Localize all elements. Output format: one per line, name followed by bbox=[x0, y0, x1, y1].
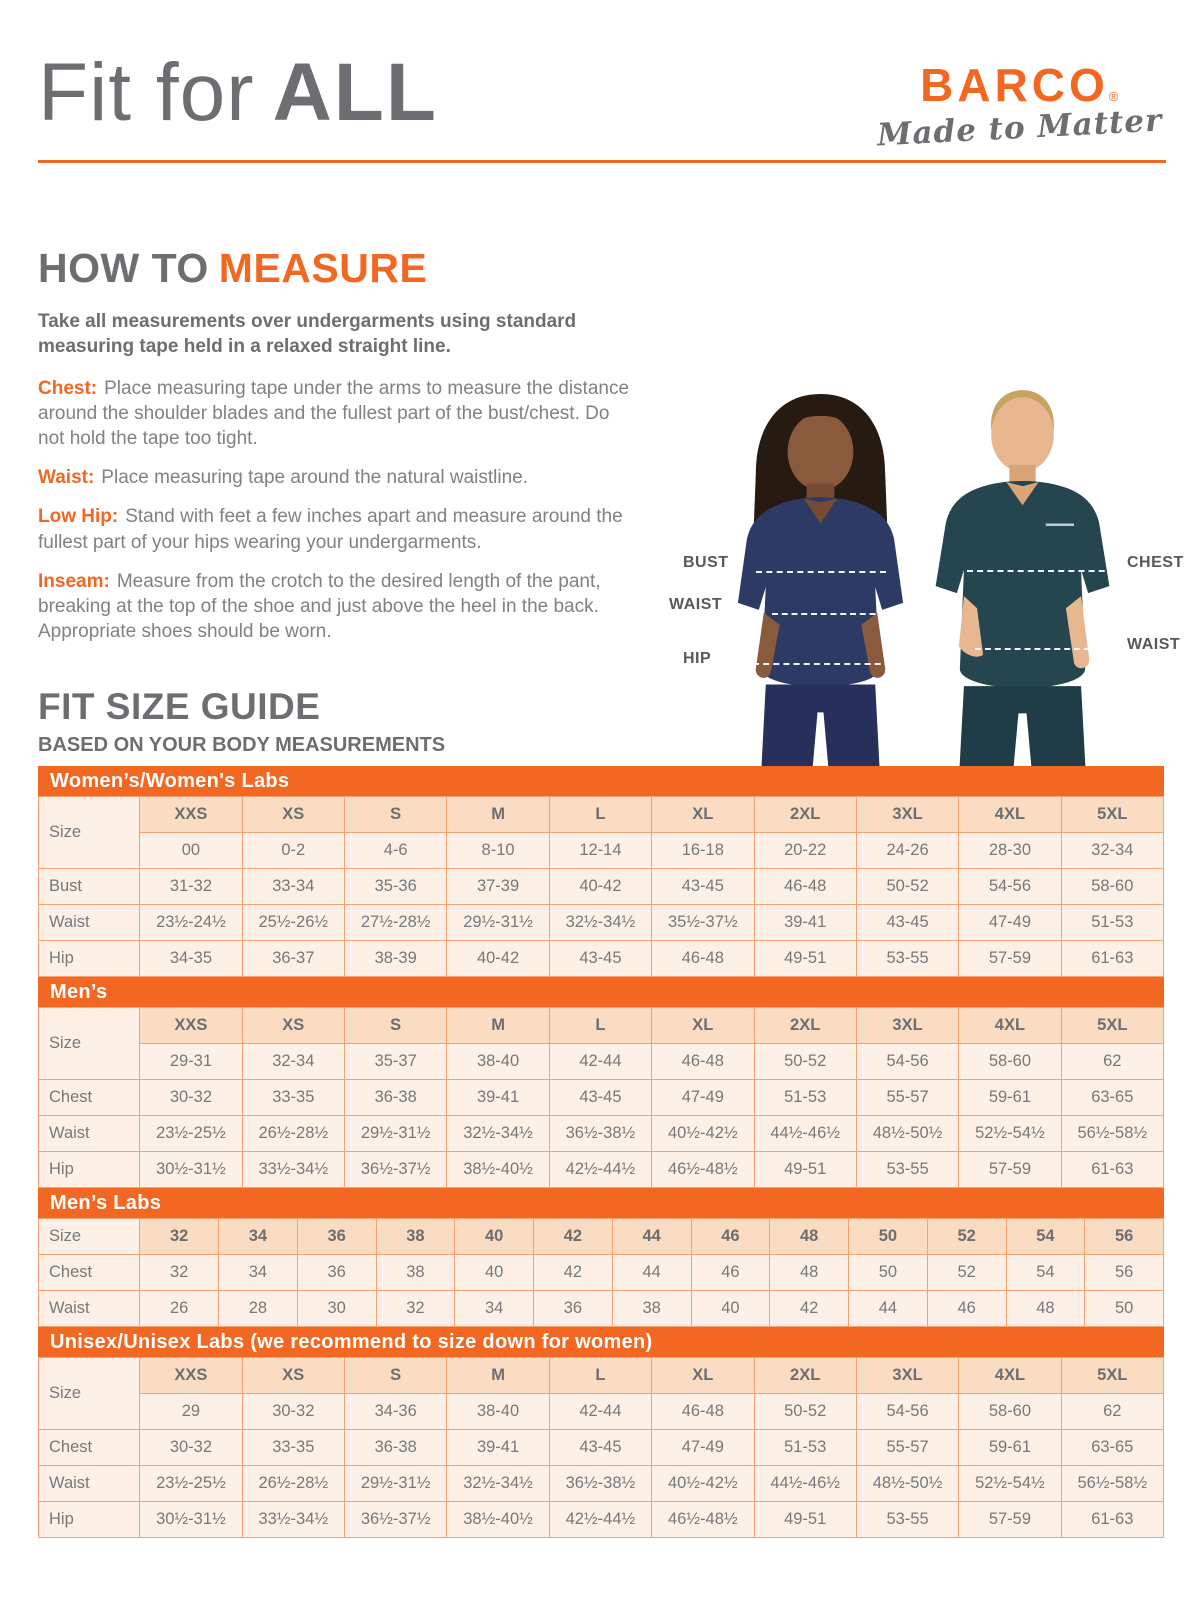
measurement-value-cell: 36-38 bbox=[345, 1080, 447, 1116]
measurement-value-cell: 52½-54½ bbox=[959, 1116, 1061, 1152]
measurement-value-cell: 53-55 bbox=[856, 1152, 958, 1188]
size-header-cell: 4XL bbox=[959, 1008, 1061, 1044]
measurement-label-cell: Waist bbox=[39, 1116, 140, 1152]
chest-callout-label: CHEST bbox=[1127, 554, 1184, 571]
measurement-label-cell: Waist bbox=[39, 1291, 140, 1327]
measure-item-chest-text: Place measuring tape under the arms to measure the distance around the shoulder blades and the fullest part of the bust/chest. Do not hold the tape too tight. bbox=[38, 378, 630, 450]
measurement-value-cell: 50-52 bbox=[856, 869, 958, 905]
measurement-value-cell: 49-51 bbox=[754, 1152, 856, 1188]
size-range-cell: 38-40 bbox=[447, 1044, 549, 1080]
size-header-row bbox=[39, 1219, 1164, 1255]
measurement-value-cell: 44½-46½ bbox=[754, 1116, 856, 1152]
measurement-value-cell: 53-55 bbox=[856, 1502, 958, 1538]
measurement-value-cell: 40-42 bbox=[549, 869, 651, 905]
measurement-label-cell: Hip bbox=[39, 941, 140, 977]
measurement-value-cell: 36½-38½ bbox=[549, 1466, 651, 1502]
size-range-cell: 0-2 bbox=[242, 833, 344, 869]
measurement-row bbox=[39, 941, 1164, 977]
size-header-cell: 40 bbox=[455, 1219, 534, 1255]
measurement-value-cell: 30 bbox=[297, 1291, 376, 1327]
measure-intro-text: Take all measurements over undergarments using standard measuring tape held in a relaxed straight line. bbox=[38, 311, 577, 358]
size-range-cell: 50-52 bbox=[754, 1044, 856, 1080]
measurement-value-cell: 30-32 bbox=[140, 1430, 242, 1466]
measurement-value-cell: 52 bbox=[927, 1255, 1006, 1291]
size-range-cell: 4-6 bbox=[345, 833, 447, 869]
bust-measure-line bbox=[756, 571, 886, 573]
measurement-value-cell: 27½-28½ bbox=[345, 905, 447, 941]
table-title-band: Unisex/Unisex Labs (we recommend to size down for women) bbox=[38, 1327, 1164, 1357]
measurement-value-cell: 44 bbox=[849, 1291, 928, 1327]
size-guide-subtitle: BASED ON YOUR BODY MEASUREMENTS bbox=[38, 734, 446, 756]
measure-item-waist-text: Place measuring tape around the natural waistline. bbox=[101, 467, 528, 489]
size-header-cell: 54 bbox=[1006, 1219, 1085, 1255]
measurement-value-cell: 32½-34½ bbox=[447, 1466, 549, 1502]
size-header-cell: 5XL bbox=[1061, 797, 1163, 833]
measurement-value-cell: 44 bbox=[612, 1255, 691, 1291]
measurement-value-cell: 49-51 bbox=[754, 941, 856, 977]
size-range-cell: 29 bbox=[140, 1394, 242, 1430]
measurement-value-cell: 26 bbox=[140, 1291, 219, 1327]
size-header-cell: L bbox=[549, 1358, 651, 1394]
measurement-value-cell: 30½-31½ bbox=[140, 1152, 242, 1188]
measurement-value-cell: 51-53 bbox=[754, 1430, 856, 1466]
measurement-value-cell: 56 bbox=[1085, 1255, 1164, 1291]
measurement-value-cell: 25½-26½ bbox=[242, 905, 344, 941]
size-header-cell: M bbox=[447, 1008, 549, 1044]
how-to-title-gray: HOW TO bbox=[38, 245, 209, 291]
measurement-row bbox=[39, 1291, 1164, 1327]
measurement-value-cell: 42 bbox=[534, 1255, 613, 1291]
page-title-regular: Fit for bbox=[38, 47, 255, 138]
measurement-value-cell: 57-59 bbox=[959, 941, 1061, 977]
size-range-row bbox=[39, 1394, 1164, 1430]
measurement-value-cell: 48½-50½ bbox=[856, 1466, 958, 1502]
measurement-value-cell: 48½-50½ bbox=[856, 1116, 958, 1152]
measurement-value-cell: 40 bbox=[455, 1255, 534, 1291]
size-header-cell: L bbox=[549, 1008, 651, 1044]
measurement-value-cell: 33-34 bbox=[242, 869, 344, 905]
waist-right-measure-line bbox=[975, 648, 1090, 650]
fit-size-guide-section bbox=[38, 688, 1164, 1538]
brand-name bbox=[877, 59, 1162, 111]
measurement-value-cell: 54 bbox=[1006, 1255, 1085, 1291]
measure-item-inseam bbox=[38, 569, 638, 644]
measurement-value-cell: 46½-48½ bbox=[652, 1502, 754, 1538]
measurement-value-cell: 51-53 bbox=[1061, 905, 1163, 941]
size-header-cell: XXS bbox=[140, 1008, 242, 1044]
measurement-value-cell: 30-32 bbox=[140, 1080, 242, 1116]
measurement-value-cell: 26½-28½ bbox=[242, 1466, 344, 1502]
measurement-value-cell: 53-55 bbox=[856, 941, 958, 977]
size-range-cell: 46-48 bbox=[652, 1394, 754, 1430]
hip-callout-label: HIP bbox=[683, 650, 712, 667]
size-range-cell: 32-34 bbox=[1061, 833, 1163, 869]
measurement-value-cell: 46-48 bbox=[754, 869, 856, 905]
page-title-bold: ALL bbox=[272, 47, 438, 138]
measurement-value-cell: 43-45 bbox=[549, 1430, 651, 1466]
measurement-value-cell: 38 bbox=[612, 1291, 691, 1327]
measurement-value-cell: 57-59 bbox=[959, 1152, 1061, 1188]
how-to-measure-title bbox=[38, 245, 638, 291]
size-range-cell: 35-37 bbox=[345, 1044, 447, 1080]
size-header-cell: 42 bbox=[534, 1219, 613, 1255]
measurement-value-cell: 46 bbox=[927, 1291, 1006, 1327]
measurement-label-cell: Waist bbox=[39, 905, 140, 941]
measurement-value-cell: 57-59 bbox=[959, 1502, 1061, 1538]
measurement-value-cell: 35-36 bbox=[345, 869, 447, 905]
size-table bbox=[38, 1357, 1164, 1538]
measurement-value-cell: 36½-37½ bbox=[345, 1502, 447, 1538]
size-header-cell: XS bbox=[242, 1358, 344, 1394]
measurement-value-cell: 61-63 bbox=[1061, 1502, 1163, 1538]
size-header-cell: 3XL bbox=[856, 1358, 958, 1394]
size-range-cell: 46-48 bbox=[652, 1044, 754, 1080]
measurement-value-cell: 47-49 bbox=[652, 1080, 754, 1116]
size-header-cell: 52 bbox=[927, 1219, 1006, 1255]
measurement-value-cell: 42½-44½ bbox=[549, 1152, 651, 1188]
size-header-cell: 38 bbox=[376, 1219, 455, 1255]
measurement-value-cell: 36-37 bbox=[242, 941, 344, 977]
size-header-cell: 5XL bbox=[1061, 1358, 1163, 1394]
measurement-value-cell: 59-61 bbox=[959, 1080, 1061, 1116]
measurement-value-cell: 48 bbox=[1006, 1291, 1085, 1327]
measurement-label-cell: Waist bbox=[39, 1466, 140, 1502]
bust-callout-label: BUST bbox=[683, 554, 729, 571]
measurement-value-cell: 36½-37½ bbox=[345, 1152, 447, 1188]
measurement-value-cell: 34-35 bbox=[140, 941, 242, 977]
size-range-cell: 20-22 bbox=[754, 833, 856, 869]
hip-measure-line bbox=[753, 663, 901, 665]
brand-name-text: BARCO bbox=[920, 59, 1109, 111]
measurement-value-cell: 31-32 bbox=[140, 869, 242, 905]
measurement-value-cell: 37-39 bbox=[447, 869, 549, 905]
size-header-cell: 2XL bbox=[754, 1008, 856, 1044]
measurement-row bbox=[39, 1152, 1164, 1188]
measurement-value-cell: 42½-44½ bbox=[549, 1502, 651, 1538]
measurement-value-cell: 29½-31½ bbox=[447, 905, 549, 941]
table-title-band: Women’s/Women's Labs bbox=[38, 766, 1164, 796]
measurement-row bbox=[39, 1466, 1164, 1502]
measurement-value-cell: 47-49 bbox=[959, 905, 1061, 941]
measure-item-chest-label: Chest: bbox=[38, 378, 98, 400]
brand-tagline: Made to Matter bbox=[875, 102, 1163, 154]
size-header-cell: S bbox=[345, 1008, 447, 1044]
measurement-value-cell: 29½-31½ bbox=[345, 1116, 447, 1152]
size-range-cell: 32-34 bbox=[242, 1044, 344, 1080]
measurement-value-cell: 28 bbox=[219, 1291, 298, 1327]
size-range-cell: 28-30 bbox=[959, 833, 1061, 869]
measurement-value-cell: 33-35 bbox=[242, 1080, 344, 1116]
size-guide-tables bbox=[38, 766, 1164, 1538]
measurement-row bbox=[39, 1080, 1164, 1116]
how-to-title-orange: MEASURE bbox=[218, 245, 428, 291]
size-header-cell: 46 bbox=[691, 1219, 770, 1255]
measurement-value-cell: 38½-40½ bbox=[447, 1152, 549, 1188]
size-label-cell: Size bbox=[39, 1008, 140, 1080]
measurement-label-cell: Hip bbox=[39, 1152, 140, 1188]
measurement-value-cell: 32 bbox=[376, 1291, 455, 1327]
measurement-value-cell: 43-45 bbox=[549, 1080, 651, 1116]
size-range-cell: 54-56 bbox=[856, 1394, 958, 1430]
measurement-value-cell: 34 bbox=[219, 1255, 298, 1291]
measurement-value-cell: 40-42 bbox=[447, 941, 549, 977]
size-guide-title: FIT SIZE GUIDE bbox=[38, 686, 321, 727]
measure-item-waist-label: Waist: bbox=[38, 467, 95, 489]
size-header-cell: 56 bbox=[1085, 1219, 1164, 1255]
orange-divider-rule bbox=[38, 160, 1166, 163]
measure-item-low-hip bbox=[38, 504, 638, 554]
size-header-cell: L bbox=[549, 797, 651, 833]
measurement-value-cell: 33½-34½ bbox=[242, 1502, 344, 1538]
size-range-cell: 24-26 bbox=[856, 833, 958, 869]
size-header-row bbox=[39, 797, 1164, 833]
measurement-value-cell: 33½-34½ bbox=[242, 1152, 344, 1188]
measurement-value-cell: 43-45 bbox=[856, 905, 958, 941]
size-table bbox=[38, 1218, 1164, 1327]
size-label-cell: Size bbox=[39, 797, 140, 869]
size-header-cell: XXS bbox=[140, 1358, 242, 1394]
size-range-cell: 38-40 bbox=[447, 1394, 549, 1430]
size-range-cell: 42-44 bbox=[549, 1394, 651, 1430]
size-header-cell: 4XL bbox=[959, 1358, 1061, 1394]
measurement-label-cell: Chest bbox=[39, 1430, 140, 1466]
measurement-value-cell: 38½-40½ bbox=[447, 1502, 549, 1538]
measurement-value-cell: 50 bbox=[849, 1255, 928, 1291]
size-header-cell: 32 bbox=[140, 1219, 219, 1255]
measurement-value-cell: 38 bbox=[376, 1255, 455, 1291]
measurement-row bbox=[39, 905, 1164, 941]
measurement-value-cell: 36½-38½ bbox=[549, 1116, 651, 1152]
measurement-value-cell: 34 bbox=[455, 1291, 534, 1327]
size-header-cell: 5XL bbox=[1061, 1008, 1163, 1044]
size-header-cell: S bbox=[345, 1358, 447, 1394]
measurement-value-cell: 40½-42½ bbox=[652, 1466, 754, 1502]
measurement-value-cell: 36 bbox=[297, 1255, 376, 1291]
size-range-cell: 50-52 bbox=[754, 1394, 856, 1430]
size-header-cell: 34 bbox=[219, 1219, 298, 1255]
measurement-value-cell: 26½-28½ bbox=[242, 1116, 344, 1152]
measurement-label-cell: Bust bbox=[39, 869, 140, 905]
table-title-band: Men’s bbox=[38, 977, 1164, 1007]
measurement-value-cell: 56½-58½ bbox=[1061, 1116, 1163, 1152]
measurement-value-cell: 32 bbox=[140, 1255, 219, 1291]
measurement-value-cell: 42 bbox=[770, 1291, 849, 1327]
size-header-cell: XL bbox=[652, 797, 754, 833]
measure-item-inseam-text: Measure from the crotch to the desired length of the pant, breaking at the top of the shoe and just above the heel in the back. Appropriate shoes should be worn. bbox=[38, 570, 601, 642]
size-header-cell: XS bbox=[242, 797, 344, 833]
registered-mark: ® bbox=[1108, 89, 1119, 104]
size-header-cell: 44 bbox=[612, 1219, 691, 1255]
size-header-cell: 3XL bbox=[856, 1008, 958, 1044]
waist-right-callout-label: WAIST bbox=[1127, 636, 1181, 653]
measurement-row bbox=[39, 869, 1164, 905]
measure-item-waist bbox=[38, 465, 638, 490]
measurement-value-cell: 39-41 bbox=[754, 905, 856, 941]
measurement-value-cell: 23½-25½ bbox=[140, 1466, 242, 1502]
measurement-value-cell: 23½-24½ bbox=[140, 905, 242, 941]
size-range-cell: 58-60 bbox=[959, 1394, 1061, 1430]
measurement-value-cell: 52½-54½ bbox=[959, 1466, 1061, 1502]
measurement-value-cell: 46½-48½ bbox=[652, 1152, 754, 1188]
measurement-value-cell: 36 bbox=[534, 1291, 613, 1327]
measurement-value-cell: 38-39 bbox=[345, 941, 447, 977]
size-range-cell: 8-10 bbox=[447, 833, 549, 869]
measurement-value-cell: 58-60 bbox=[1061, 869, 1163, 905]
size-header-cell: M bbox=[447, 1358, 549, 1394]
size-range-cell: 54-56 bbox=[856, 1044, 958, 1080]
measurement-value-cell: 49-51 bbox=[754, 1502, 856, 1538]
measurement-label-cell: Chest bbox=[39, 1255, 140, 1291]
size-range-cell: 42-44 bbox=[549, 1044, 651, 1080]
measurement-label-cell: Chest bbox=[39, 1080, 140, 1116]
size-range-cell: 29-31 bbox=[140, 1044, 242, 1080]
measurement-value-cell: 61-63 bbox=[1061, 1152, 1163, 1188]
measurement-value-cell: 23½-25½ bbox=[140, 1116, 242, 1152]
measurement-value-cell: 44½-46½ bbox=[754, 1466, 856, 1502]
measurement-value-cell: 56½-58½ bbox=[1061, 1466, 1163, 1502]
size-header-cell: 48 bbox=[770, 1219, 849, 1255]
measurement-value-cell: 39-41 bbox=[447, 1430, 549, 1466]
measurement-value-cell: 32½-34½ bbox=[549, 905, 651, 941]
measurement-value-cell: 63-65 bbox=[1061, 1080, 1163, 1116]
size-range-cell: 34-36 bbox=[345, 1394, 447, 1430]
measurement-value-cell: 39-41 bbox=[447, 1080, 549, 1116]
size-range-cell: 12-14 bbox=[549, 833, 651, 869]
size-label-cell: Size bbox=[39, 1219, 140, 1255]
measurement-value-cell: 29½-31½ bbox=[345, 1466, 447, 1502]
size-header-cell: 50 bbox=[849, 1219, 928, 1255]
size-header-cell: XL bbox=[652, 1358, 754, 1394]
measurement-row bbox=[39, 1116, 1164, 1152]
measurement-value-cell: 43-45 bbox=[652, 869, 754, 905]
size-range-cell: 30-32 bbox=[242, 1394, 344, 1430]
measure-item-chest bbox=[38, 376, 638, 451]
measurement-value-cell: 35½-37½ bbox=[652, 905, 754, 941]
size-header-cell: S bbox=[345, 797, 447, 833]
measurement-value-cell: 33-35 bbox=[242, 1430, 344, 1466]
waist-left-callout-label: WAIST bbox=[669, 596, 723, 613]
size-header-cell: XS bbox=[242, 1008, 344, 1044]
measurement-value-cell: 63-65 bbox=[1061, 1430, 1163, 1466]
size-header-cell: 2XL bbox=[754, 797, 856, 833]
size-range-cell: 58-60 bbox=[959, 1044, 1061, 1080]
measurement-value-cell: 40½-42½ bbox=[652, 1116, 754, 1152]
measurement-value-cell: 48 bbox=[770, 1255, 849, 1291]
measurement-value-cell: 46-48 bbox=[652, 941, 754, 977]
measure-item-inseam-label: Inseam: bbox=[38, 570, 110, 592]
size-range-cell: 16-18 bbox=[652, 833, 754, 869]
size-header-cell: 3XL bbox=[856, 797, 958, 833]
measurement-value-cell: 51-53 bbox=[754, 1080, 856, 1116]
size-header-cell: 36 bbox=[297, 1219, 376, 1255]
measurement-value-cell: 54-56 bbox=[959, 869, 1061, 905]
size-header-cell: M bbox=[447, 797, 549, 833]
size-table bbox=[38, 1007, 1164, 1188]
measurement-value-cell: 30½-31½ bbox=[140, 1502, 242, 1538]
measurement-value-cell: 50 bbox=[1085, 1291, 1164, 1327]
measurement-value-cell: 32½-34½ bbox=[447, 1116, 549, 1152]
size-label-cell: Size bbox=[39, 1358, 140, 1430]
size-range-row bbox=[39, 1044, 1164, 1080]
measurement-label-cell: Hip bbox=[39, 1502, 140, 1538]
measurement-value-cell: 36-38 bbox=[345, 1430, 447, 1466]
page-header bbox=[38, 47, 1164, 154]
size-header-row bbox=[39, 1008, 1164, 1044]
measure-item-low-hip-label: Low Hip: bbox=[38, 506, 119, 528]
size-header-cell: 2XL bbox=[754, 1358, 856, 1394]
size-header-cell: XXS bbox=[140, 797, 242, 833]
size-range-row bbox=[39, 833, 1164, 869]
measurement-value-cell: 47-49 bbox=[652, 1430, 754, 1466]
measurement-value-cell: 40 bbox=[691, 1291, 770, 1327]
measurement-row bbox=[39, 1255, 1164, 1291]
measurement-value-cell: 43-45 bbox=[549, 941, 651, 977]
measure-item-low-hip-text: Stand with feet a few inches apart and measure around the fullest part of your hips wearing your undergarments. bbox=[38, 506, 623, 553]
measurement-row bbox=[39, 1502, 1164, 1538]
size-table bbox=[38, 796, 1164, 977]
measurement-row bbox=[39, 1430, 1164, 1466]
measurement-value-cell: 46 bbox=[691, 1255, 770, 1291]
chest-measure-line bbox=[967, 570, 1125, 572]
table-title-band: Men’s Labs bbox=[38, 1188, 1164, 1218]
size-range-cell: 62 bbox=[1061, 1044, 1163, 1080]
measurement-value-cell: 61-63 bbox=[1061, 941, 1163, 977]
brand-logo bbox=[875, 59, 1163, 154]
size-range-cell: 62 bbox=[1061, 1394, 1163, 1430]
size-range-cell: 00 bbox=[140, 833, 242, 869]
measurement-value-cell: 55-57 bbox=[856, 1430, 958, 1466]
size-header-cell: XL bbox=[652, 1008, 754, 1044]
measurement-value-cell: 55-57 bbox=[856, 1080, 958, 1116]
measurement-value-cell: 59-61 bbox=[959, 1430, 1061, 1466]
size-header-row bbox=[39, 1358, 1164, 1394]
how-to-measure-section bbox=[38, 245, 638, 658]
waist-left-measure-line bbox=[772, 613, 895, 615]
size-header-cell: 4XL bbox=[959, 797, 1061, 833]
